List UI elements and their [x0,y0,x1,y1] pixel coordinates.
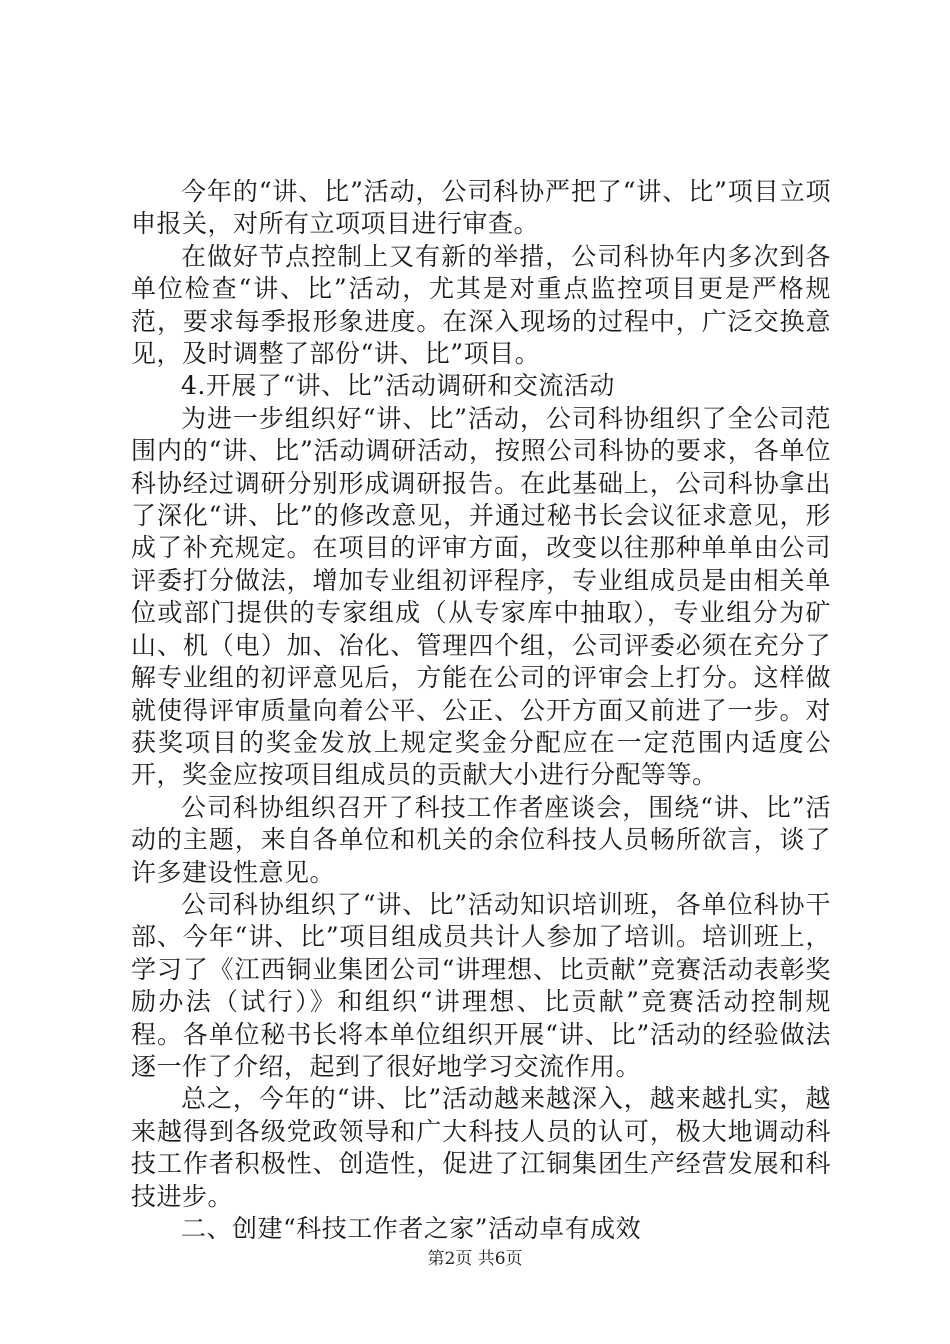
paragraph-summary: 总之，今年的“讲、比”活动越来越深入，越来越扎实，越来越得到各级党政领导和广大科技人员的认可，极大地调动科技工作者积极性、创造性，促进了江铜集团生产经营发展和科技进步。 [131,1084,831,1211]
document-body [131,176,831,1245]
paragraph-project-review: 今年的“讲、比”活动，公司科协严把了“讲、比”项目立项申报关，对所有立项项目进行审查。 [131,177,831,239]
paragraph-symposium: 公司科协组织召开了科技工作者座谈会，围绕“讲、比”活动的主题，来自各单位和机关的余位科技人员畅所欲言，谈了许多建设性意见。 [131,792,831,887]
paragraph-research-activity: 为进一步组织好“讲、比”活动，公司科协组织了全公司范围内的“讲、比”活动调研活动，按照公司科协的要求，各单位科协经过调研分别形成调研报告。在此基础上，公司科协拿出了深化“讲、比”的修改意见，并通过秘书长会议征求意见，形成了补充规定。在项目的评审方面，改变以往那种单单由公司评委打分做法，增加专业组初评程序，专业组成员是由相关单位或部门提供的专家组成（从专家库中抽取），专业组分为矿山、机（电）加、冶化、管理四个组，公司评委必须在充分了解专业组的初评意见后，方能在公司的评审会上打分。这样做就使得评审质量向着公平、公正、公开方面又前进了一步。对获奖项目的奖金发放上规定奖金分配应在一定范围内适度公开，奖金应按项目组成员的贡献大小进行分配等等。 [131,403,831,790]
page-footer: 第2页 共6页 [427,1249,523,1269]
section-heading-research-exchange: 4.开展了“讲、比”活动调研和交流活动 [181,371,615,401]
section-heading-home-of-tech-workers: 二、创建“科技工作者之家”活动卓有成效 [181,1214,642,1243]
paragraph-node-control: 在做好节点控制上又有新的举措，公司科协年内多次到各单位检查“讲、比”活动，尤其是对重点监控项目更是严格规范，要求每季报形象进度。在深入现场的过程中，广泛交换意见，及时调整了部份“讲、比”项目。 [131,241,831,369]
paragraph-training-class: 公司科协组织了“讲、比”活动知识培训班，各单位科协干部、今年“讲、比”项目组成员共计人参加了培训。培训班上，学习了《江西铜业集团公司“讲理想、比贡献”竞赛活动表彰奖励办法（试行）》和组织“讲理想、比贡献”竞赛活动控制规程。各单位秘书长将本单位组织开展“讲、比”活动的经验做法逐一作了介绍，起到了很好地学习交流作用。 [131,889,831,1081]
